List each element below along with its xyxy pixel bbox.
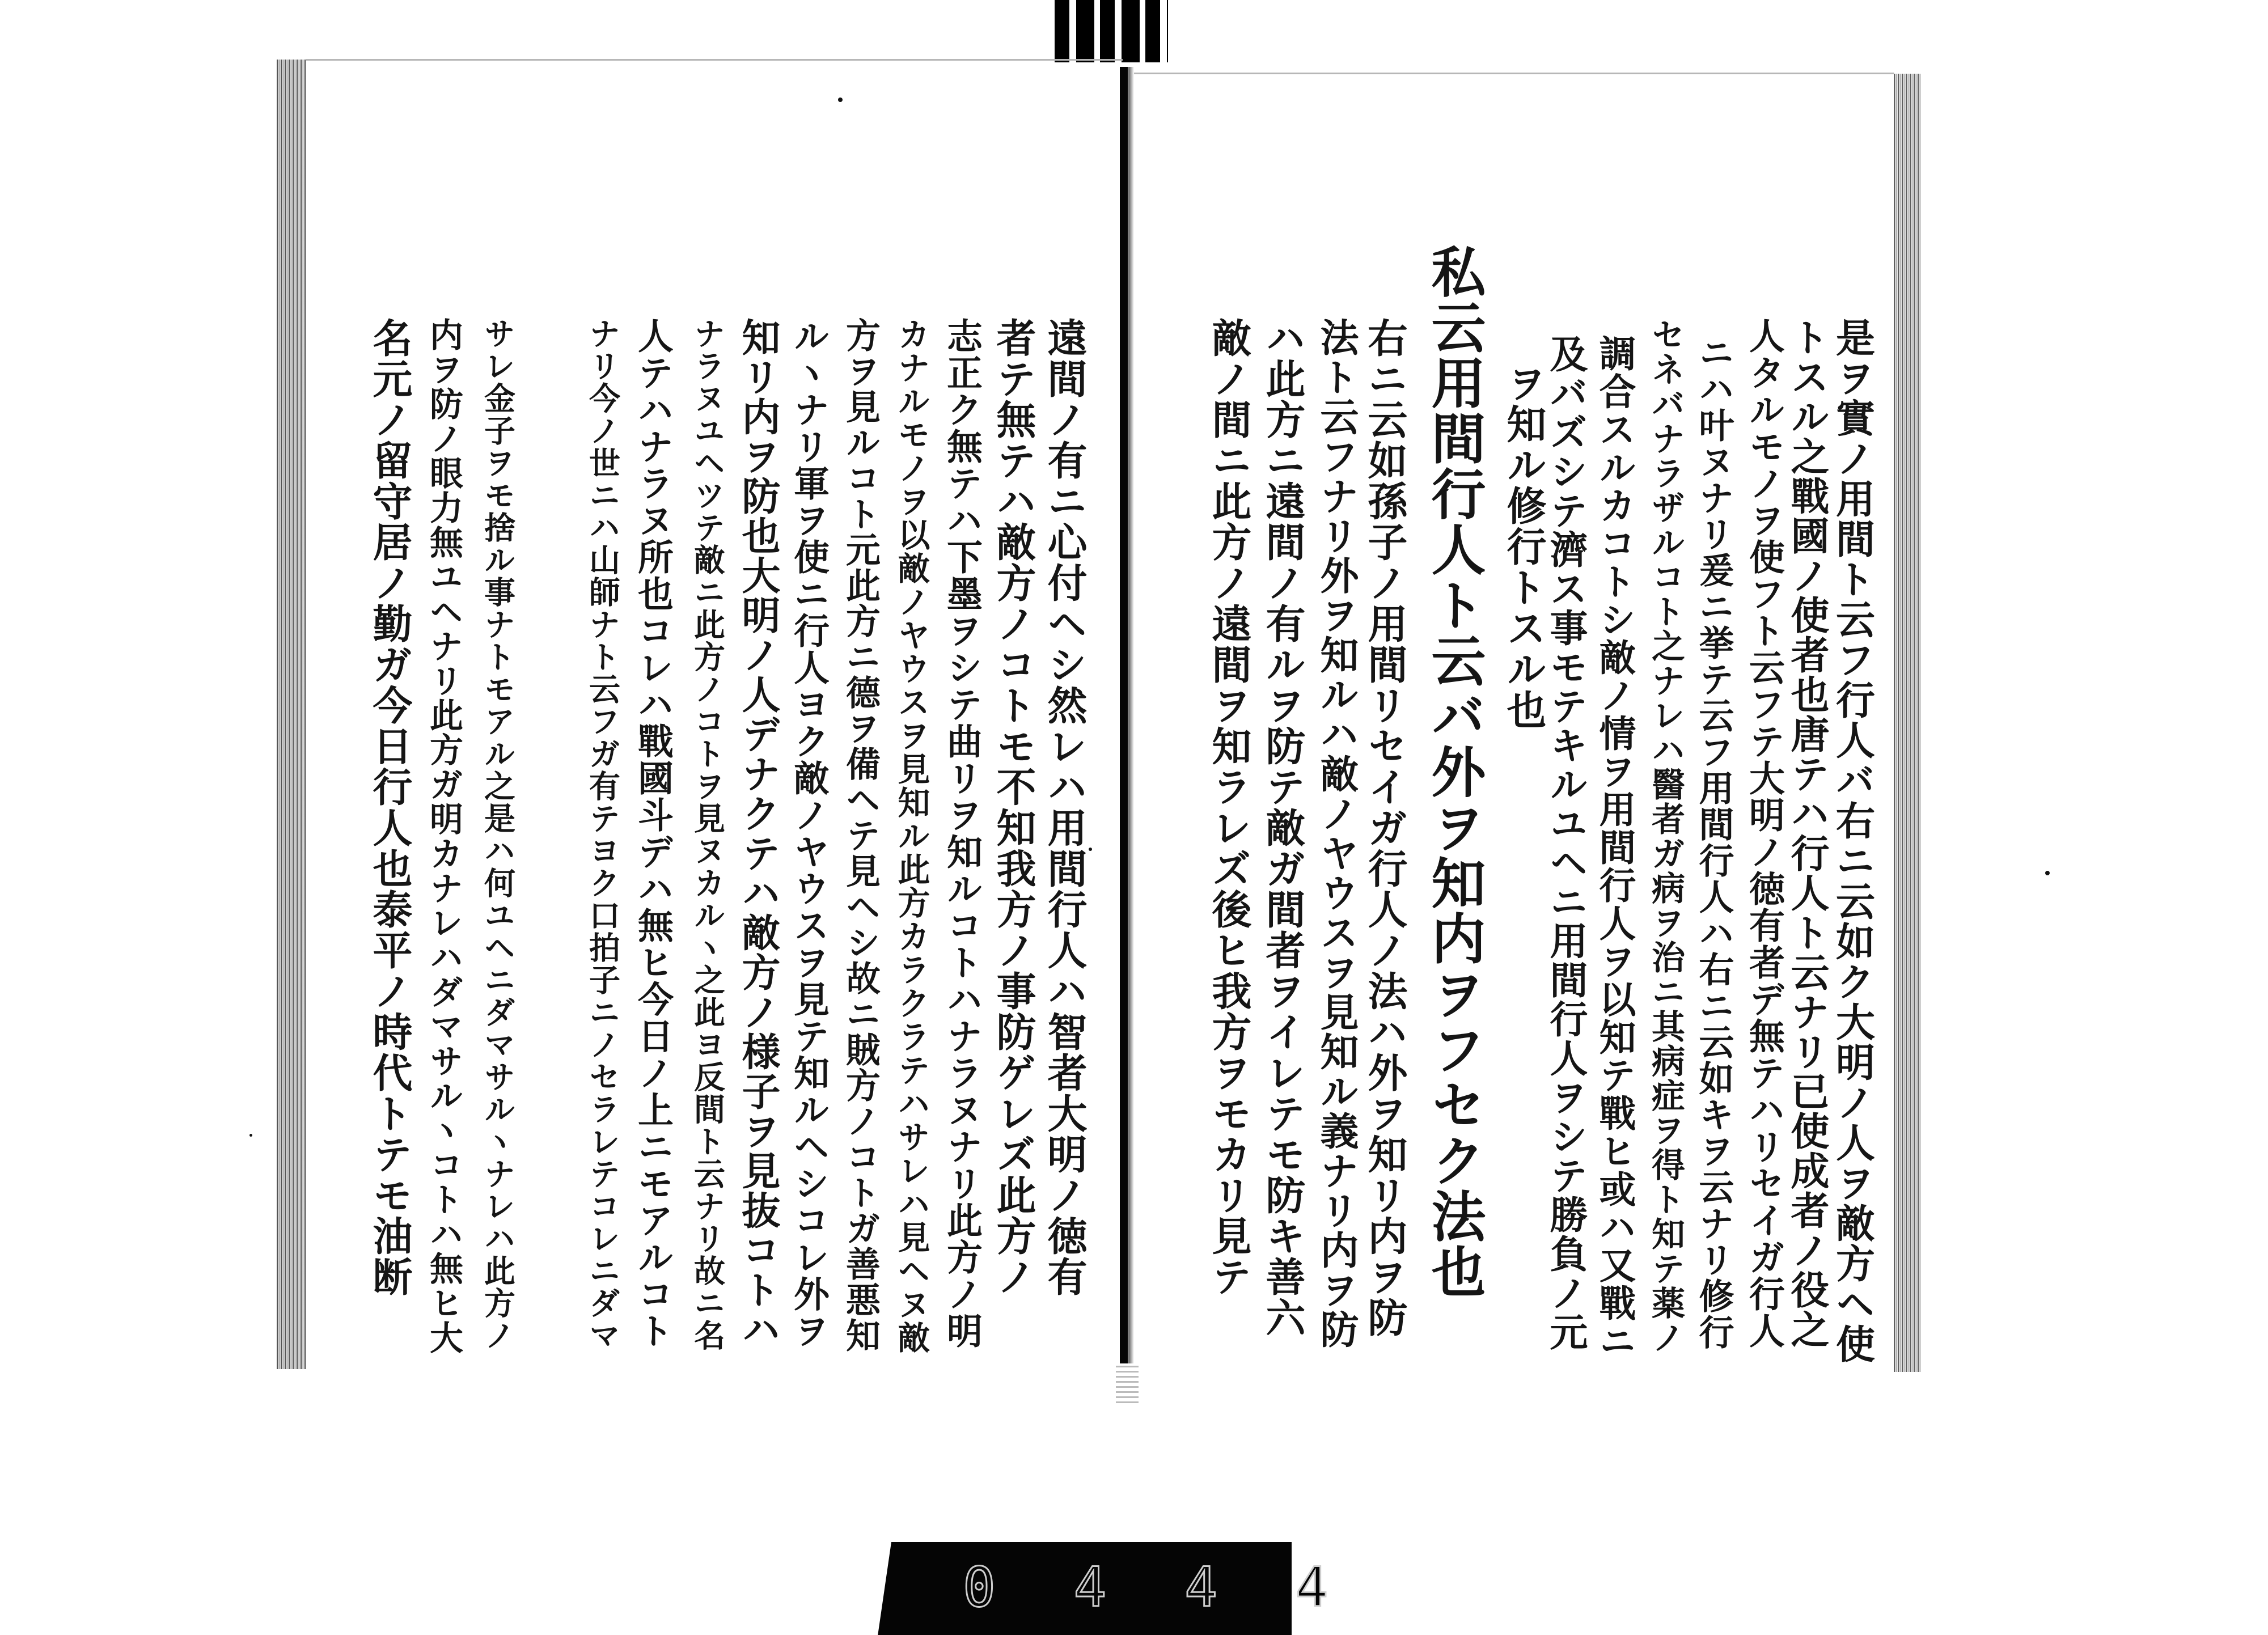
left-page-column-10: ナリ今ノ世ニハ山師ナト云フガ有テヨク口拍子ニノセラレテコレニダマ: [584, 317, 621, 1352]
left-page-column-2: 者テ無テハ敵方ノコトモ不知我方ノ事防ゲレズ此方ノ: [990, 317, 1037, 1297]
left-page-edge: [277, 60, 306, 1369]
left-page-column-7: 知リ内ヲ防也大明ノ人デナクテハ敵方ノ様子ヲ見抜コトハ: [735, 317, 781, 1349]
left-page-column-5: 方ヲ見ルコト元此方ニ德ヲ備ヘテ見ヘシ故ニ賊方ノコトガ善悪知: [840, 317, 881, 1353]
commentary-column-3: ハ此方ニ遠間ノ有ルヲ防テ敵ガ間者ヲイレテモ防キ善六: [1259, 317, 1306, 1338]
dust-speck: [838, 98, 843, 102]
right-page-column-3: 人タルモノヲ使フト云フテ大明ノ徳有者デ無テハリセイガ行人: [1744, 317, 1785, 1349]
right-page-column-8: ヲ知ル修行トスル也: [1500, 363, 1547, 730]
gutter-binding-bottom: [1116, 1363, 1139, 1403]
left-page-column-8: ナラヌユヘツテ敵ニ此方ノコトヲ見ヌカルヽ之此ヨ反間ト云ナリ故ニ名: [689, 317, 726, 1352]
commentary-column-1: 右ニ云如孫子ノ用間リセイガ行人ノ法ハ外ヲ知リ内ヲ防: [1361, 317, 1408, 1338]
right-page-column-6: 調合スルカコトシ敵ノ情ヲ用間行人ヲ以知テ戰ヒ或ハ又戰ニ: [1593, 334, 1636, 1360]
commentary-column-2: 法ト云フナリ外ヲ知ルハ敵ノヤウスヲ見知ル義ナリ内ヲ防: [1314, 317, 1359, 1349]
film-label-notch: [872, 1542, 891, 1635]
section-heading: 私云用間行人ト云バ外ヲ知内ヲフセク法也: [1423, 244, 1487, 1299]
left-page-top-border: [306, 59, 1123, 61]
left-page-column-1: 遠間ノ有ニ心付ヘシ然レハ用間行人ハ智者大明ノ徳有: [1041, 317, 1088, 1297]
gutter-shadow: [1128, 67, 1134, 1365]
film-frame-number: 0 4 4 4: [963, 1556, 1351, 1619]
commentary-column-4: 敵ノ間ニ此方ノ遠間ヲ知ラレズ後ヒ我方ヲモカリ見テ: [1205, 317, 1253, 1297]
right-page-column-5: セネバナラザルコト之ナレハ醫者ガ病ヲ治ニ其病症ヲ得ト知テ薬ノ: [1646, 317, 1685, 1355]
left-page-column-11: サレ金子ヲモ捨ル事ナトモアル之是ハ何ユヘニダマサルヽナレハ此方ノ: [479, 317, 516, 1352]
left-page-column-13: 名元ノ留守居ノ勤ガ今日行人也泰平ノ時代トテモ油断: [366, 317, 413, 1297]
left-page-column-12: 内ヲ防ノ眼力無ユヘナリ此方ガ明カナレハダマサルヽコトハ無ヒ大: [424, 317, 463, 1355]
right-page-column-4: ニハ叶ヌナリ爰ニ挙テ云フ用間行人ハ右ニ云如キヲ云ナリ修行: [1693, 334, 1734, 1350]
gutter-binding-top: [1055, 0, 1168, 62]
dust-speck: [1089, 848, 1092, 851]
right-page-column-7: 及バズシテ濟ス事モテキルユヘニ用間行人ヲシテ勝負ノ元: [1544, 334, 1589, 1352]
right-page-column-2: トスル之戰國ノ使者也唐テハ行人ト云ナリ已使成者ノ役之: [1784, 317, 1830, 1349]
left-page-column-6: ルヽナリ軍ヲ使ニ行人ヨク敵ノヤウスヲ見テ知ルヘシコレ外ヲ: [788, 317, 830, 1349]
right-page-edge: [1894, 74, 1921, 1372]
right-page-top-border: [1134, 73, 1894, 74]
dust-speck: [2045, 871, 2050, 875]
right-page-column-1: 是ヲ實ノ用間ト云フ行人バ右ニ云如ク大明ノ人ヲ敵方ヘ使: [1829, 317, 1875, 1364]
gutter-fold-line: [1120, 67, 1128, 1365]
left-page-column-3: 志正ク無テハ下墨ヲシテ曲リヲ知ルコトハナラヌナリ此方ノ明: [941, 317, 983, 1349]
dust-speck: [249, 1134, 252, 1137]
film-frame-label: [872, 1542, 1351, 1635]
left-page-column-4: カナルモノヲ以敵ノヤウスヲ見知ル此方カラクラテハサレハ見ヘヌ敵: [892, 317, 930, 1354]
left-page-column-9: 人テハナラヌ所也コレハ戰國斗デハ無ヒ今日ノ上ニモアルコト: [632, 317, 674, 1349]
